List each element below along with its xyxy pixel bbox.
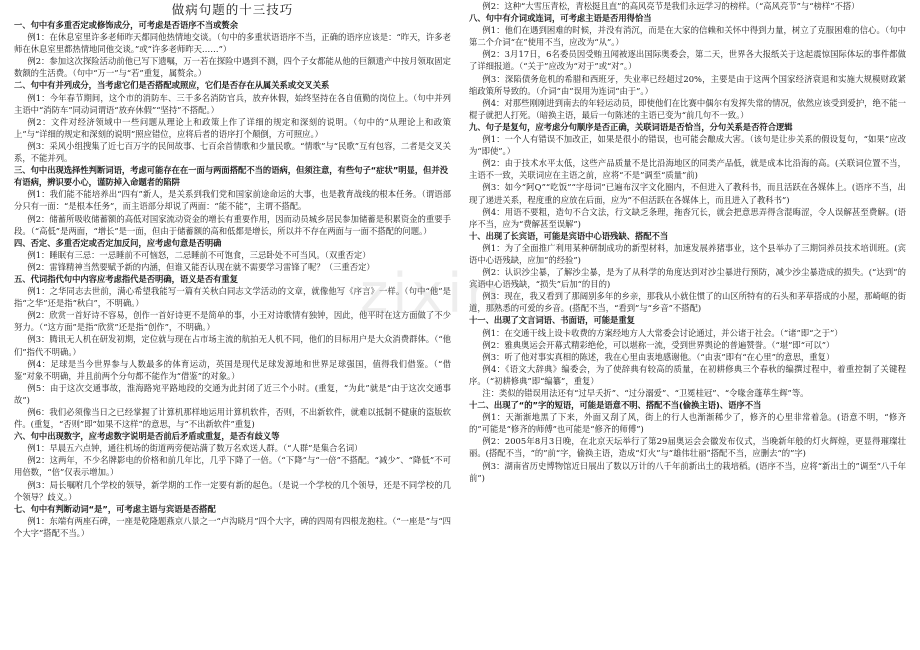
example-paragraph: 例1：在休息室里许多老师昨天都同他热情地交谈。（句中的多重状语语序不当，正确的语序应该是：“昨天，许多老师在休息室里都热情地同他交谈。”或“许多老师昨天……”） bbox=[14, 32, 451, 55]
example-paragraph: 例1：在交通干线上设卡收费的方案经地方人大常委会讨论通过，并公诸于社会。（“诸”即“之于”） bbox=[482, 327, 843, 338]
example-paragraph: 例2：2005年8月3日晚，在北京天坛举行了第29届奥运会会徽发布仪式，当晚新年般的灯火辉煌，更显得璀璨壮丽。(搭配不当，“的”前“字，偷换主语，造成“灯火”与“雄伟壮丽”搭配不当，应删去“的”字) bbox=[469, 436, 906, 459]
example-paragraph: 例2：3月17日，6名委员因受贿丑闻被逐出国际奥委会，第二天，世界各大报纸关于这起震惊国际体坛的事件都做了详细报道。（“关于”应改为“对于”或“对”。） bbox=[469, 49, 906, 72]
left-column-body bbox=[14, 19, 451, 539]
section-heading: 一、句中有多重否定或修饰成分，可考虑是否语序不当或赘余 bbox=[14, 20, 239, 30]
example-paragraph: 例3：听了他对事实真相的陈述，我在心里由衷地感谢他。（“由衷”即有“在心里”的意思，重复） bbox=[482, 351, 835, 362]
example-paragraph: 例3：腾讯无人机在研发初期，定位就与现在占市场主流的航拍无人机不同，他们的目标用户是大众消费群体。（“他们”指代不明确。） bbox=[14, 334, 451, 357]
example-paragraph: 例2：这两年，不少名牌影电的价格和前几年比，几乎下降了一倍。（“下降”与“一倍”不搭配。“减少”、“降低”不可用倍数，“倍”仅表示增加。） bbox=[14, 455, 451, 478]
example-paragraph: 例2：由于技术水平太低，这些产品质量不是比沿海地区的同类产品低，就是成本比沿海的高。(关联词位置不当，主语不一致，关联词应在主语之前，应将“不是”调至“质量”前) bbox=[469, 158, 906, 181]
example-paragraph: 例3：现在，我又看到了那阔别多年的乡亲，那我从小就住惯了的山区所特有的石头和茅草搭成的小屋，那崎岖的街道，那熟悉的可爱的乡音。(搭配不当，“看到”与“乡音”不搭配) bbox=[469, 291, 906, 314]
left-column bbox=[14, 0, 451, 650]
section-heading: 二、句中有并列成分，当考虑它们是否搭配或照应，它们是否存在从属关系或交叉关系 bbox=[14, 80, 330, 91]
section-heading: 四、否定、多重否定或否定加反问，应考虑句意是否明确 bbox=[14, 237, 222, 248]
example-paragraph: 例6：我们必须像当日之已经掌握了计算机那样地运用计算机软件，否则，不出新软件，就难以抵制不健康的盗版软件。(重复，“否则”即“如果不这样”的意思，与“不出新软件”重复) bbox=[14, 407, 451, 430]
section-heading: 十、出现了长宾语，可能是宾语中心语残缺、搭配不当 bbox=[469, 230, 669, 241]
example-paragraph: 例3：湖南省历史博物馆近日展出了数以万计的八千年前新出土的栽培稻。(语序不当，应将“新出土的”调至“八千年前”) bbox=[469, 460, 906, 483]
example-paragraph: 例3：如今“阿Q”“吃饭”“字母词”已遍布汉字文化圈内，不但进入了教科书，而且活跃在各媒体上。(语序不当，出现了递进关系，程度重的应放在后面，应为“不但活跃在各媒体上，而且进入了教科书”) bbox=[469, 182, 906, 205]
example-paragraph: 例1：今年春节期间，这个市的消防车、三千多名消防官兵，放弃休假，始终坚持在各自值勤的岗位上。（句中并列主语中“消防车”同动词谓语“放弃休假”“坚持”不搭配。） bbox=[14, 92, 451, 115]
example-paragraph: 例2：这种“大雪压青松，青松挺且直”的高风亮节是我们永远学习的榜样。（“高风亮节”与“榜样”不搭） bbox=[482, 1, 860, 11]
right-column bbox=[469, 0, 906, 650]
section-heading: 十二、出现了“的”字的短语，可能是语意不明、搭配不当(偷换主语)、语序不当 bbox=[469, 400, 762, 411]
example-paragraph: 例1：早晨五六点钟，通往机场的街道两旁便站满了数万名欢送人群。（“人群”是集合名词） bbox=[27, 443, 363, 454]
example-paragraph: 例2：欣赏一首好诗不容易，创作一首好诗更不是简单的事，小王对诗歌情有独钟，因此，他平时在这方面做了不少努力。（“这方面”是指“欣赏”还是指“创作”，不明确。） bbox=[14, 310, 451, 333]
example-paragraph: 注：类似的错误用法还有“过早夭折”、“过分溺爱”、“卫冕桂冠”、“令喙舍蓬荜生辉”等。 bbox=[482, 388, 809, 398]
section-heading: 八、句中有介词或连词，可考虑主语是否用得恰当 bbox=[469, 13, 652, 24]
example-paragraph: 例1：他们在遇到困难的时候，并没有消沉，而是在大家的信赖和关怀中得到力量，树立了克服困难的信心。（句中第二个介词“在”使用不当，应改为“从”。） bbox=[469, 25, 906, 48]
example-paragraph: 例1：一个人有错误不加改正，如果是很小的错误，也可能会酿成大害。（该句是让步关系的假设复句，“如果”应改为“即使”。） bbox=[469, 134, 906, 157]
example-paragraph: 例1：之华同志去世前，满心希望我能写一篇有关秋白同志文学活动的文章，就像他写《序言》一样。（句中“他”是指“之华”还是指“秋白”，不明确。） bbox=[14, 286, 451, 309]
example-paragraph: 例2：文件对经济领域中一些问题从理论上和政策上作了详细的规定和深刻的说明。（句中的“从理论上和政策上”与“详细的规定和深刻的说明”照应错位，应将后者的语序打个颠倒，方可照应。） bbox=[14, 116, 451, 139]
example-paragraph: 例4：《语文大辞典》编委会，为了使辞典有较高的质量，在初耕修典三个春秋的编撰过程中，着重控制了关键程序。（“初耕修典”即“编纂”，重复） bbox=[469, 363, 906, 386]
example-paragraph: 例2：雅典奥运会开幕式精彩绝伦，可以堪称一流，受到世界舆论的普遍赞誉。（“堪”即“可以”） bbox=[482, 339, 835, 350]
page-title: 做病句题的十三技巧 bbox=[171, 2, 294, 17]
example-paragraph: 例4：用语不要粗，造句不合文法，行文缺乏条理，拖沓冗长，就会把意思弄得含混晦涩，令人误解甚至费解。(语序不当，应为“费解甚至误解”) bbox=[469, 206, 906, 229]
example-paragraph: 例3：局长嘱咐几个学校的领导，新学期的工作一定要有新的起色。（是说一个学校的几个领导，还是不同学校的几个领导？歧义。） bbox=[14, 479, 451, 502]
example-paragraph: 例4：足球是当今世界参与人数最多的体育运动，英国是现代足球发源地和世界足球强国，值得我们借鉴。（“借鉴”对象不明确，并且前两个分句都不能作为“借鉴”的对象。） bbox=[14, 358, 451, 381]
example-paragraph: 例1：我们能不能培养出“四有”新人，是关系到我们党和国家前途命运的大事，也是教育战线的根本任务。（谓语部分只有一面：“是根本任务”，而主语部分却说了两面：“能不能”，主谓不搭配。 bbox=[14, 189, 451, 212]
example-paragraph: 例2：认识沙尘暴，了解沙尘暴，是为了从科学的角度达到对沙尘暴进行预防，减少沙尘暴造成的损失。(“达到”的宾语中心语残缺，“损失”后加“的目的) bbox=[469, 267, 906, 290]
right-column-body bbox=[469, 0, 906, 484]
section-heading: 九、句子是复句，应考虑分句顺序是否正确，关联词语是否恰当，分句关系是否符合逻辑 bbox=[469, 121, 793, 132]
example-paragraph: 例1：睡眠有三忌：一忌睡前不可恼怒，二忌睡前不可饱食，三忌卧处不可当风。（双重否定） bbox=[27, 249, 371, 260]
example-paragraph: 例4：对那些刚刚进到南去的年轻运动员，即使他们在比赛中偶尔有发挥失常的情况，依然应该受到爱护，绝不能一棍子就把人打死。（暗换主语，最后一句陈述的主语已变为“前几句不一致。） bbox=[469, 97, 906, 120]
section-heading: 十一、出现了文言词语、书面语，可能是重复 bbox=[469, 315, 635, 326]
example-paragraph: 例3：采风小组搜集了近七百万字的民间故事、七百余首情歌和少量民歌。“情歌”与“民歌”互有包容，二者是交叉关系，不能并列。 bbox=[14, 140, 451, 164]
example-paragraph: 例2：雷锋精神当然要赋予新的内涵，但谁又能否认现在就不需要学习雷锋了呢？（三重否定） bbox=[27, 261, 375, 272]
section-heading: 七、句中有判断动词“是”，可考虑主语与宾语是否搭配 bbox=[14, 503, 216, 514]
watermark-text: zixin bbox=[360, 262, 505, 325]
example-paragraph: 例1：东端有两座石碑，一座是乾隆题燕京八景之一“卢沟晓月”四个大字，碑的四周有四根龙抱柱。（“一座是”与“四个大字”搭配不当。） bbox=[14, 515, 451, 538]
example-paragraph: 例1：为了全面推广利用某种研制成功的新型材料，加速发展养猪事业，这个县举办了三期饲养员技术培训班。(宾语中心语残缺，应加“的经验”) bbox=[469, 242, 906, 265]
section-heading: 五、代词指代句中内容应考虑指代是否明确，语义是否有重复 bbox=[14, 273, 239, 284]
section-heading: 三、句中出现选择性判断词语，考虑可能存在在一面与两面搭配不当的语病，但须注意，有些句子“症状”明显，但并没有语病，辨识要小心，谨防掉入命题者的陷阱 bbox=[14, 165, 449, 188]
example-paragraph: 例5：由于这次交通事故，淮海路宛平路地段的交通为此封闭了近三个小时。(重复，“为此”就是“由于这次交通事故”) bbox=[14, 382, 451, 405]
example-paragraph: 例2：参加这次探险活动前他已写下遗嘱，万一若在探险中遇到不测，四个子女都能从他的巨额遗产中按月领取固定数额的生活费。（句中“万一”与“若”重复，属赘余。） bbox=[14, 56, 451, 79]
section-heading: 六、句中出现数字，应考虑数字说明是否前后矛盾或重复，是否有歧义等 bbox=[14, 431, 280, 442]
example-paragraph: 例2：储蓄所吸收储蓄额的高低对国家流动资金的增长有重要作用，因而动员城乡居民参加储蓄是积累资金的重要手段。（“高低”是两面，“增长”是一面，但由于储蓄额的高和低都是增长，所以并不存在两面与一面不搭配的问题。） bbox=[14, 213, 451, 236]
example-paragraph: 例3：深陷债务危机的希腊和西班牙，失业率已经超过20%，主要是由于这两个国家经济衰退和实施大规模财政紧缩政策所导致的。（介词“由”误用为连词“由于”。） bbox=[469, 73, 906, 96]
example-paragraph: 例1：天渐渐地黑了下来，外面又刮了风，街上的行人也渐渐稀少了，修齐的心里非常着急。(语意不明，“修齐的”可能是“修齐的师傅”也可能是“修齐的师傅”) bbox=[469, 412, 906, 435]
